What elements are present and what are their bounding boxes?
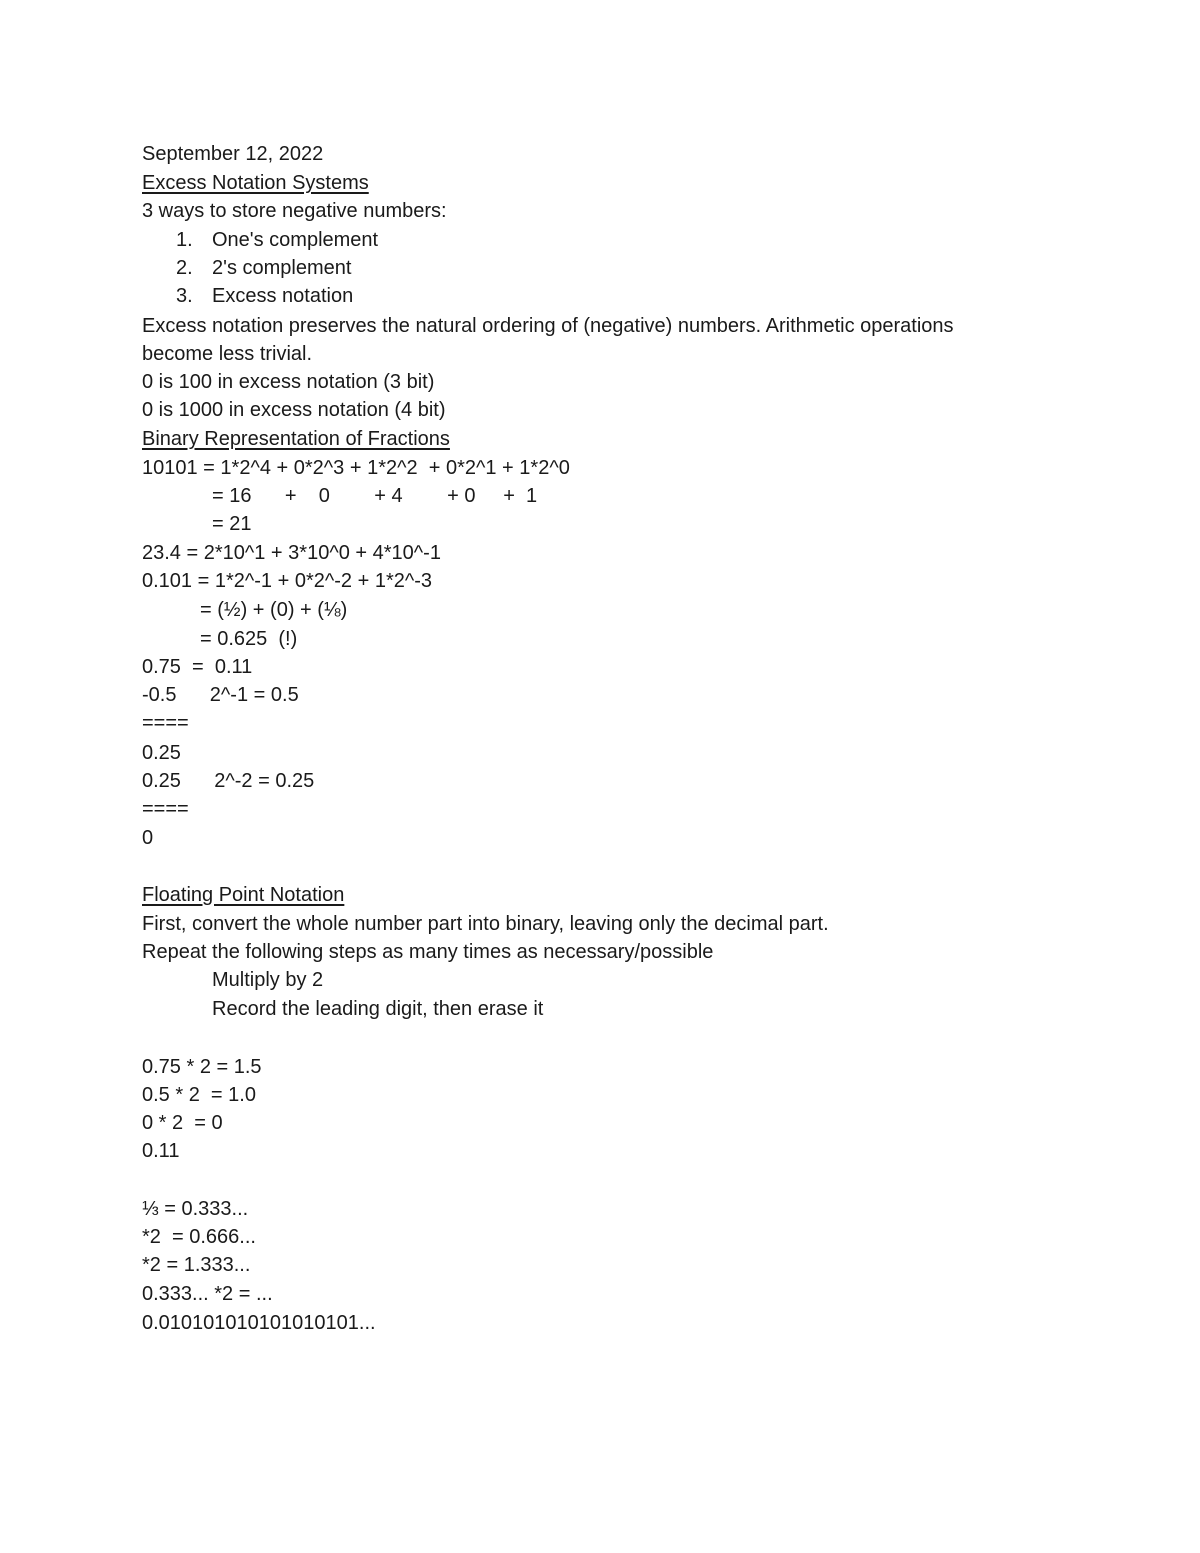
zero-3bit-line: 0 is 100 in excess notation (3 bit) <box>142 371 435 393</box>
floating-point-line: Repeat the following steps as many times as necessary/possible <box>142 941 714 963</box>
third-line: ⅓ = 0.333... <box>142 1198 249 1220</box>
zero-4bit-line: 0 is 1000 in excess notation (4 bit) <box>142 399 446 421</box>
equation-line: = 16 + 0 + 4 + 0 + 1 <box>212 485 538 507</box>
floating-point-step: Multiply by 2 <box>212 969 324 991</box>
heading-excess-notation: Excess Notation Systems <box>142 172 369 194</box>
equation-line: -0.5 2^-1 = 0.5 <box>142 684 299 706</box>
floating-point-step: Record the leading digit, then erase it <box>212 998 544 1020</box>
conversion-line: 0 * 2 = 0 <box>142 1112 223 1134</box>
intro-line: 3 ways to store negative numbers: <box>142 200 447 222</box>
list-number-1: 1. <box>176 229 193 251</box>
paragraph-line-2: become less trivial. <box>142 343 313 365</box>
equation-line: = (½) + (0) + (⅛) <box>200 599 348 621</box>
third-line: *2 = 0.666... <box>142 1226 256 1248</box>
equation-line: 0.101 = 1*2^-1 + 0*2^-2 + 1*2^-3 <box>142 570 433 592</box>
conversion-line: 0.75 * 2 = 1.5 <box>142 1056 262 1078</box>
list-number-2: 2. <box>176 257 193 279</box>
equation-line: 0.25 <box>142 742 181 764</box>
third-line: *2 = 1.333... <box>142 1254 251 1276</box>
paragraph-line-1: Excess notation preserves the natural ordering of (negative) numbers. Arithmetic operations <box>142 315 954 337</box>
equation-line: = 21 <box>212 513 252 535</box>
equation-line: 0.75 = 0.11 <box>142 656 253 678</box>
heading-binary-fractions: Binary Representation of Fractions <box>142 428 450 450</box>
third-line: 0.333... *2 = ... <box>142 1283 273 1305</box>
separator-line: ==== <box>142 798 189 820</box>
conversion-line: 0.5 * 2 = 1.0 <box>142 1084 256 1106</box>
equation-line: = 0.625 (!) <box>200 628 298 650</box>
third-line: 0.010101010101010101... <box>142 1312 376 1334</box>
floating-point-line: First, convert the whole number part into binary, leaving only the decimal part. <box>142 913 829 935</box>
list-item-3: Excess notation <box>212 285 354 307</box>
separator-line: ==== <box>142 712 189 734</box>
list-item-1: One's complement <box>212 229 379 251</box>
equation-line: 0 <box>142 827 154 849</box>
conversion-line: 0.11 <box>142 1140 180 1162</box>
equation-line: 0.25 2^-2 = 0.25 <box>142 770 315 792</box>
list-item-2: 2's complement <box>212 257 352 279</box>
equation-line: 23.4 = 2*10^1 + 3*10^0 + 4*10^-1 <box>142 542 441 564</box>
date-line: September 12, 2022 <box>142 143 324 165</box>
equation-line: 10101 = 1*2^4 + 0*2^3 + 1*2^2 + 0*2^1 + 1*2^0 <box>142 457 570 479</box>
heading-floating-point: Floating Point Notation <box>142 884 345 906</box>
list-number-3: 3. <box>176 285 193 307</box>
